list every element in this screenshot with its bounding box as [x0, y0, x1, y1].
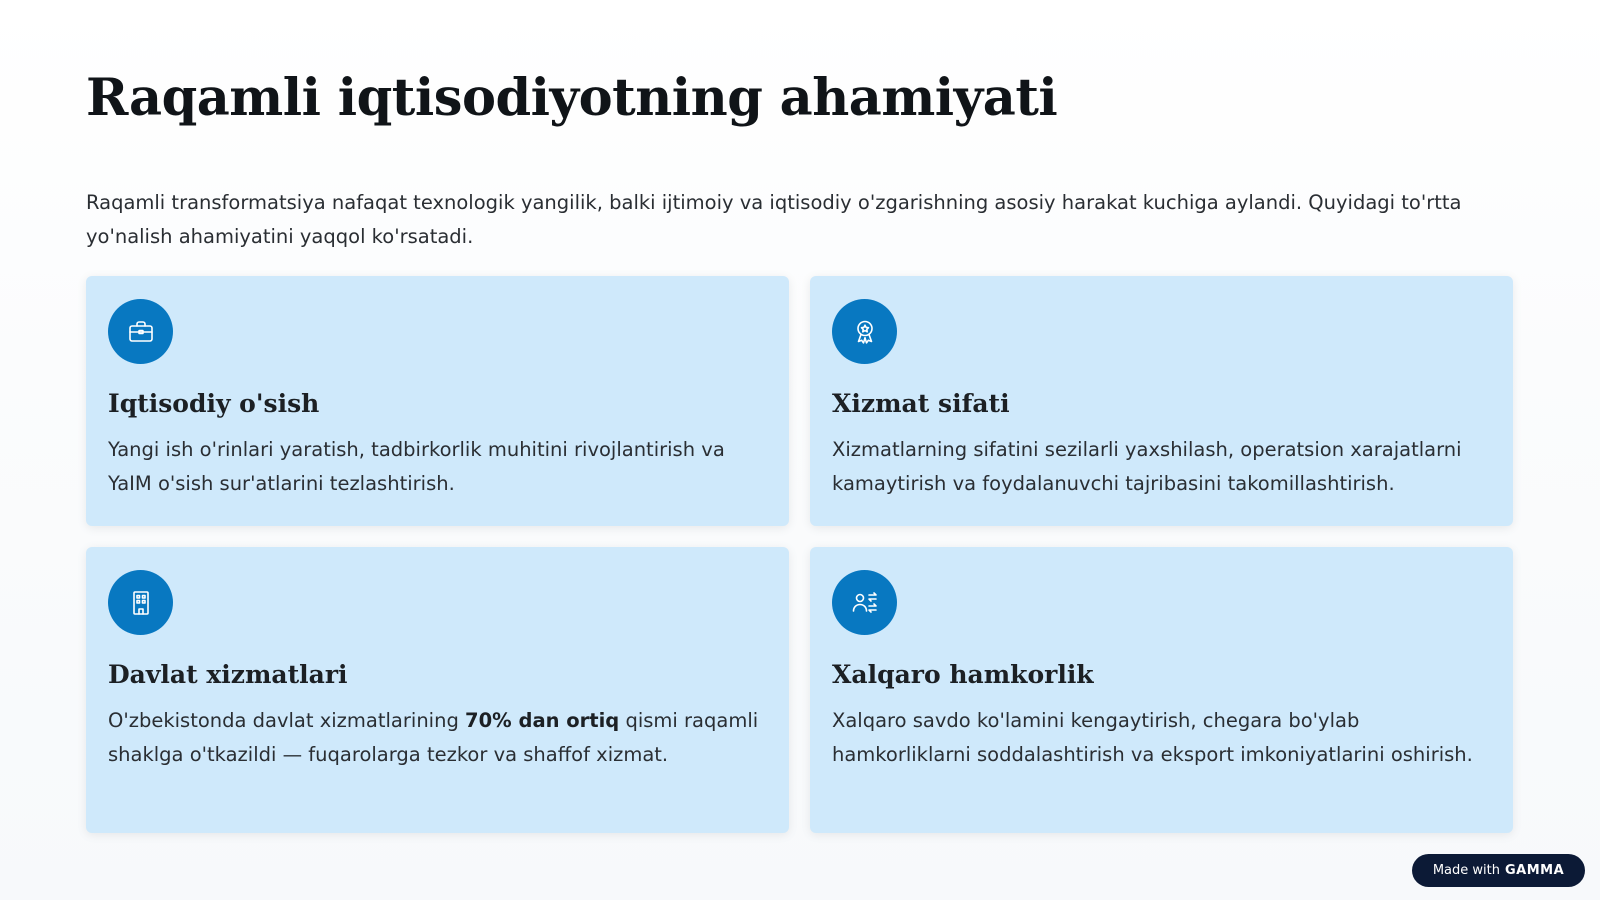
intro-paragraph: Raqamli transformatsiya nafaqat texnologik yangilik, balki ijtimoiy va iqtisodiy o'zgarishning asosiy harakat kuchiga aylandi. Quyidagi to'rtta yo'nalish ahamiyatini yaqqol ko'rsatadi. — [86, 191, 1462, 248]
card-description: Xalqaro savdo ko'lamini kengaytirish, chegara bo'ylab hamkorliklarni soddalashtirish va eksport imkoniyatlarini oshirish. — [832, 709, 1473, 766]
card-economic-growth — [86, 276, 789, 526]
gamma-logo: GAMMA — [1504, 863, 1565, 878]
card-title: Xalqaro hamkorlik — [832, 660, 1094, 689]
card-government-services — [86, 547, 789, 833]
card-title: Iqtisodiy o'sish — [108, 389, 320, 418]
made-with-gamma-badge[interactable] — [1412, 854, 1585, 887]
card-title: Xizmat sifati — [832, 389, 1010, 418]
card-international-cooperation — [810, 547, 1513, 833]
card-description — [108, 704, 767, 772]
badge-prefix: Made with — [1432, 863, 1500, 878]
page-title: Raqamli iqtisodiyotning ahamiyati — [86, 68, 1058, 128]
award-badge-icon — [832, 299, 897, 364]
card-description: Xizmatlarning sifatini sezilarli yaxshilash, operatsion xarajatlarni kamaytirish va foydalanuvchi tajribasini takomillashtirish. — [832, 438, 1462, 495]
card-description: Yangi ish o'rinlari yaratish, tadbirkorlik muhitini rivojlantirish va YaIM o'sish sur'atlarini tezlashtirish. — [108, 438, 725, 495]
users-exchange-icon — [832, 570, 897, 635]
card-service-quality — [810, 276, 1513, 526]
building-icon — [108, 570, 173, 635]
card-text-after: qismi raqamli shaklga o'tkazildi — fuqarolarga tezkor va shaffof xizmat. — [108, 709, 759, 766]
card-text-highlight: 70% dan ortiq — [465, 709, 620, 732]
card-title: Davlat xizmatlari — [108, 660, 348, 689]
briefcase-icon — [108, 299, 173, 364]
card-text-before: O'zbekistonda davlat xizmatlarining — [108, 709, 466, 732]
